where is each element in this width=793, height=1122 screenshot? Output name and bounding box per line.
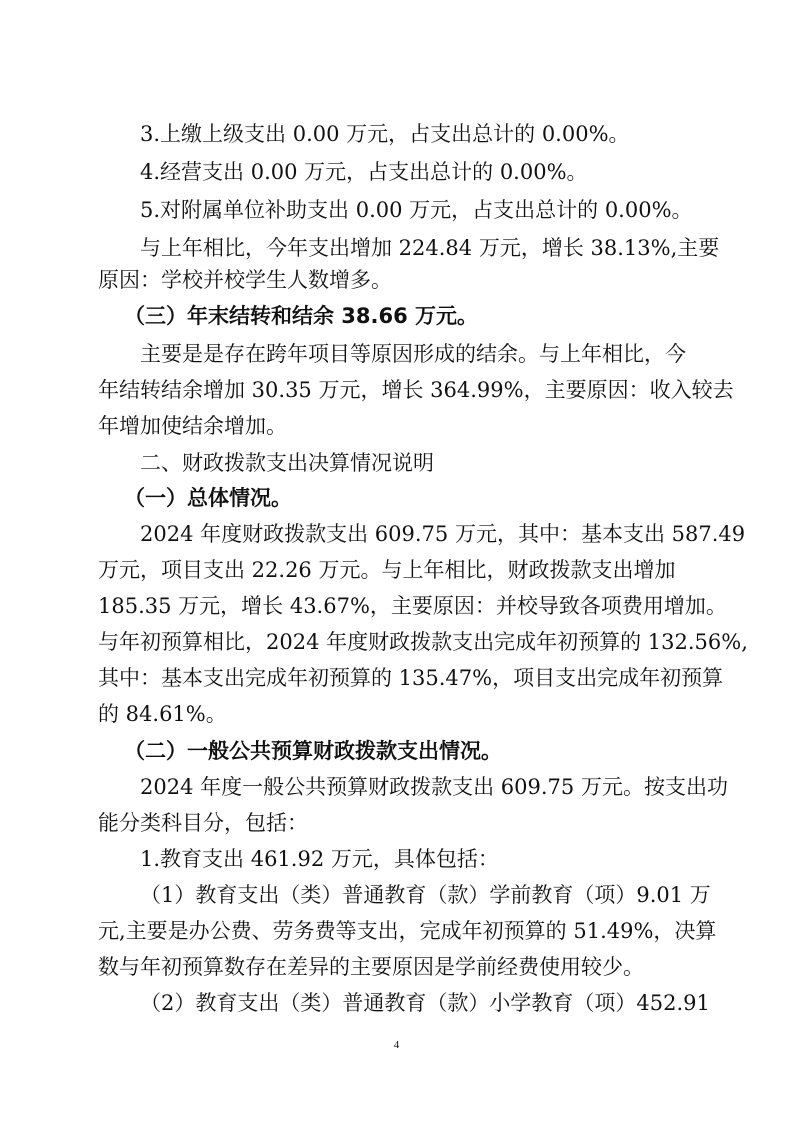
paragraph-line: 5.对附属单位补助支出 0.00 万元，占支出总计的 0.00%。 (140, 198, 693, 222)
paragraph-line: 3.上缴上级支出 0.00 万元，占支出总计的 0.00%。 (140, 122, 630, 146)
paragraph-line: 元,主要是办公费、劳务费等支出，完成年初预算的 51.49%，决算 (98, 919, 717, 943)
paragraph-line: 1.教育支出 461.92 万元，具体包括： (140, 847, 499, 871)
paragraph-line: 2024 年度财政拨款支出 609.75 万元，其中：基本支出 587.49 (140, 522, 746, 546)
paragraph-line: 原因：学校并校学生人数增多。 (98, 268, 392, 292)
paragraph-line: 4.经营支出 0.00 万元，占支出总计的 0.00%。 (140, 160, 588, 184)
paragraph-line: 能分类科目分，包括： (98, 811, 308, 835)
section-heading: 二、财政拨款支出决算情况说明 (140, 451, 434, 475)
paragraph-line: 的 84.61%。 (98, 702, 227, 726)
paragraph-line: 与上年相比，今年支出增加 224.84 万元，增长 38.13%,主要 (140, 236, 720, 260)
paragraph-line: 其中：基本支出完成年初预算的 135.47%，项目支出完成年初预算 (98, 666, 724, 690)
paragraph-line: 与年初预算相比，2024 年度财政拨款支出完成年初预算的 132.56%, (98, 630, 748, 654)
paragraph-line: 2024 年度一般公共预算财政拨款支出 609.75 万元。按支出功 (140, 775, 728, 799)
paragraph-line: 数与年初预算数存在差异的主要原因是学前经费使用较少。 (98, 955, 644, 979)
section-heading: （二）一般公共预算财政拨款支出情况。 (124, 739, 502, 763)
paragraph-line: 万元，项目支出 22.26 万元。与上年相比，财政拨款支出增加 (98, 558, 676, 582)
paragraph-line: 年增加使结余增加。 (98, 414, 287, 438)
paragraph-line: （2）教育支出（类）普通教育（款）小学教育（项）452.91 (140, 991, 710, 1015)
paragraph-line: 主要是是存在跨年项目等原因形成的结余。与上年相比，今 (140, 342, 686, 366)
paragraph-line: 年结转结余增加 30.35 万元，增长 364.99%，主要原因：收入较去 (98, 378, 734, 402)
paragraph-line: （1）教育支出（类）普通教育（款）学前教育（项）9.01 万 (140, 883, 711, 907)
paragraph-line: 185.35 万元，增长 43.67%，主要原因：并校导致各项费用增加。 (98, 594, 727, 618)
section-heading: （三）年末结转和结余 38.66 万元。 (124, 304, 479, 328)
page-number: 4 (393, 1039, 400, 1051)
section-heading: （一）总体情况。 (124, 486, 292, 510)
